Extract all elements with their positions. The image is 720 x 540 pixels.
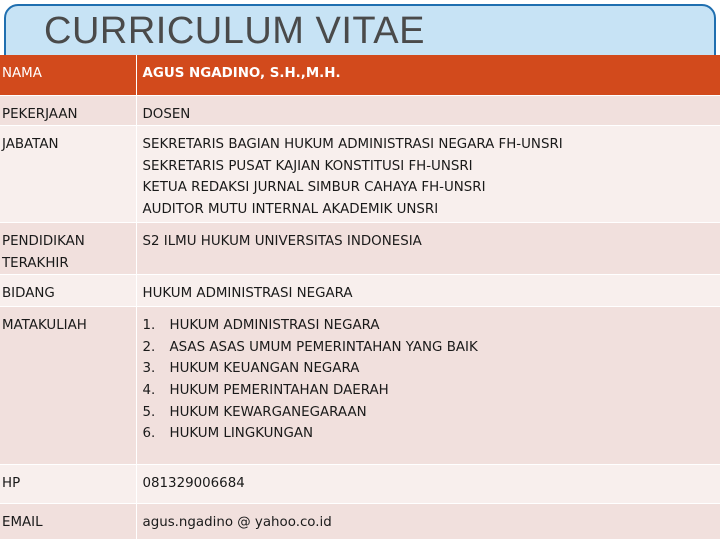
row-label: PEKERJAAN [0, 95, 136, 126]
jabatan-line: AUDITOR MUTU INTERNAL AKADEMIK UNSRI [142, 201, 439, 217]
row-value: S2 ILMU HUKUM UNIVERSITAS INDONESIA [136, 223, 720, 275]
list-item: 6. HUKUM LINGKUNGAN [142, 426, 313, 442]
row-label: MATAKULIAH [0, 307, 136, 465]
jabatan-line: SEKRETARIS PUSAT KAJIAN KONSTITUSI FH-UNSRI [142, 158, 473, 174]
table-row-jabatan [0, 126, 720, 223]
list-item: 5. HUKUM KEWARGANEGARAAN [142, 404, 367, 420]
table-row-matakuliah [0, 307, 720, 465]
row-value-list [136, 307, 720, 465]
row-label: EMAIL [0, 504, 136, 540]
jabatan-line: KETUA REDAKSI JURNAL SIMBUR CAHAYA FH-UNSRI [142, 180, 486, 196]
table-row-bidang [0, 275, 720, 307]
row-label-line: PENDIDIKAN [2, 234, 85, 250]
matakuliah-list [143, 315, 715, 445]
row-value-lines [136, 126, 720, 223]
jabatan-line: SEKRETARIS BAGIAN HUKUM ADMINISTRASI NEGARA FH-UNSRI [142, 137, 563, 153]
row-value: agus.ngadino @ yahoo.co.id [136, 504, 720, 540]
row-label: NAMA [0, 55, 136, 95]
table-row-pekerjaan [0, 95, 720, 126]
list-item: 2. ASAS ASAS UMUM PEMERINTAHAN YANG BAIK [142, 339, 478, 355]
table-row-pendidikan [0, 223, 720, 275]
row-label: JABATAN [0, 126, 136, 223]
list-item: 3. HUKUM KEUANGAN NEGARA [142, 361, 360, 377]
row-label-line: TERAKHIR [2, 255, 69, 271]
table-row-email [0, 504, 720, 540]
page-title: CURRICULUM VITAE [44, 10, 425, 52]
row-value: 081329006684 [136, 465, 720, 504]
table-row-nama [0, 55, 720, 95]
row-label [0, 223, 136, 275]
table-row-hp [0, 465, 720, 504]
list-item: 1. HUKUM ADMINISTRASI NEGARA [142, 318, 380, 334]
row-label: HP [0, 465, 136, 504]
row-value: HUKUM ADMINISTRASI NEGARA [136, 275, 720, 307]
cv-table [0, 55, 720, 540]
row-label: BIDANG [0, 275, 136, 307]
row-value: DOSEN [136, 95, 720, 126]
row-value: AGUS NGADINO, S.H.,M.H. [136, 55, 720, 95]
list-item: 4. HUKUM PEMERINTAHAN DAERAH [142, 383, 389, 399]
